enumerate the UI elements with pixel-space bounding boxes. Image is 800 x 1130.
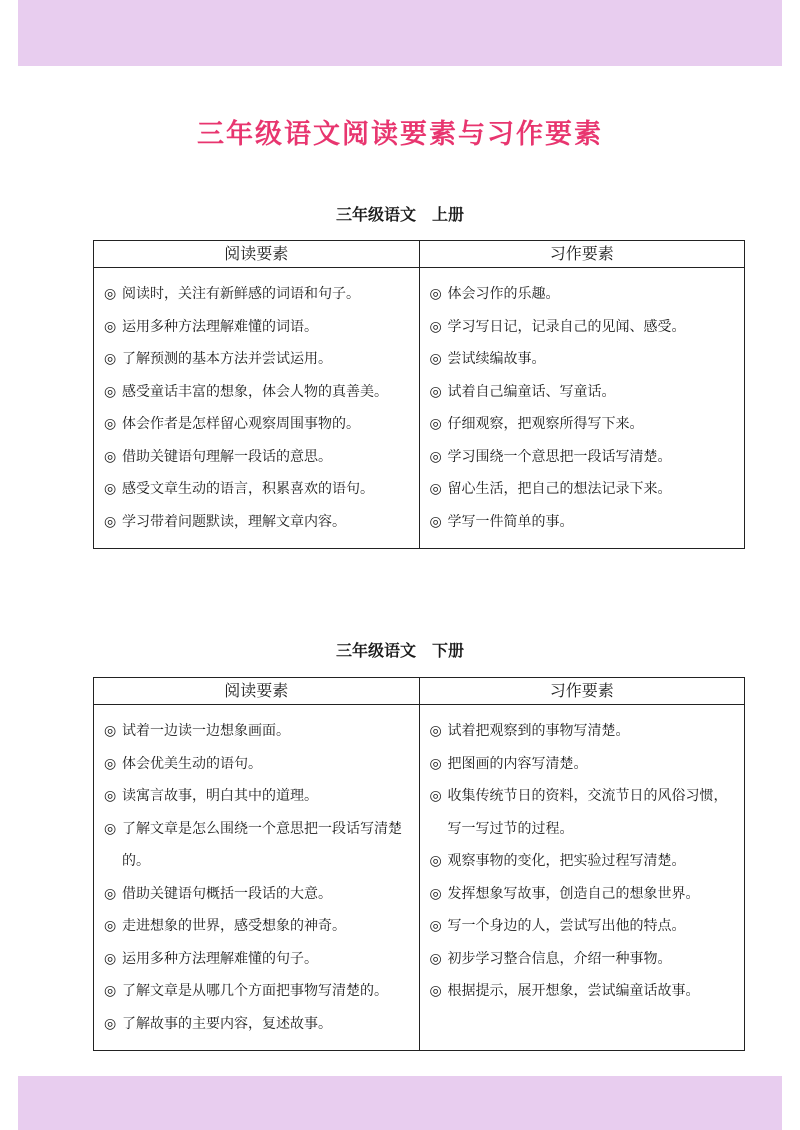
reading-header: 阅读要素: [94, 241, 420, 268]
requirements-table-volume-1: [93, 240, 745, 549]
list-item: ◎ 借助关键语句概括一段话的大意。: [104, 878, 411, 911]
list-item: ◎ 仔细观察，把观察所得写下来。: [430, 408, 737, 441]
list-item: ◎ 借助关键语句理解一段话的意思。: [104, 441, 411, 474]
requirements-table-volume-2: [93, 677, 745, 1051]
reading-cell: [94, 268, 420, 549]
section-title-volume-2: 三年级语文 下册: [335, 641, 464, 660]
list-item: ◎ 试着把观察到的事物写清楚。: [430, 715, 737, 748]
reading-list: [104, 715, 411, 1040]
writing-cell: [419, 705, 745, 1051]
list-item: ◎ 发挥想象写故事，创造自己的想象世界。: [430, 878, 737, 911]
list-item: ◎ 写一个身边的人，尝试写出他的特点。: [430, 910, 737, 943]
list-item: ◎ 留心生活，把自己的想法记录下来。: [430, 473, 737, 506]
bottom-decorative-band: [18, 1076, 782, 1130]
writing-header: 习作要素: [419, 241, 745, 268]
reading-cell: [94, 705, 420, 1051]
list-item: ◎ 根据提示，展开想象，尝试编童话故事。: [430, 975, 737, 1008]
writing-cell: [419, 268, 745, 549]
list-item: ◎ 了解故事的主要内容，复述故事。: [104, 1008, 411, 1041]
list-item: ◎ 学习围绕一个意思把一段话写清楚。: [430, 441, 737, 474]
list-item: ◎ 阅读时，关注有新鲜感的词语和句子。: [104, 278, 411, 311]
list-item: ◎ 把图画的内容写清楚。: [430, 748, 737, 781]
list-item: ◎ 走进想象的世界，感受想象的神奇。: [104, 910, 411, 943]
list-item: ◎ 试着自己编童话、写童话。: [430, 376, 737, 409]
writing-list: [430, 715, 737, 1008]
list-item: ◎ 读寓言故事，明白其中的道理。: [104, 780, 411, 813]
list-item: ◎ 试着一边读一边想象画面。: [104, 715, 411, 748]
list-item: ◎ 尝试续编故事。: [430, 343, 737, 376]
section-title-volume-1: 三年级语文 上册: [335, 205, 464, 224]
list-item: ◎ 运用多种方法理解难懂的句子。: [104, 943, 411, 976]
list-item: ◎ 了解文章是怎么围绕一个意思把一段话写清楚的。: [104, 813, 411, 878]
list-item: ◎ 观察事物的变化，把实验过程写清楚。: [430, 845, 737, 878]
list-item: ◎ 感受童话丰富的想象，体会人物的真善美。: [104, 376, 411, 409]
reading-header: 阅读要素: [94, 678, 420, 705]
list-item: ◎ 收集传统节日的资料，交流节日的风俗习惯，写一写过节的过程。: [430, 780, 737, 845]
list-item: ◎ 学习写日记，记录自己的见闻、感受。: [430, 311, 737, 344]
list-item: ◎ 体会作者是怎样留心观察周围事物的。: [104, 408, 411, 441]
list-item: ◎ 感受文章生动的语言，积累喜欢的语句。: [104, 473, 411, 506]
list-item: ◎ 体会习作的乐趣。: [430, 278, 737, 311]
list-item: ◎ 初步学习整合信息，介绍一种事物。: [430, 943, 737, 976]
list-item: ◎ 学写一件简单的事。: [430, 506, 737, 539]
top-decorative-band: [18, 0, 782, 66]
page-title: 三年级语文阅读要素与习作要素: [197, 119, 603, 150]
reading-list: [104, 278, 411, 538]
writing-list: [430, 278, 737, 538]
list-item: ◎ 了解文章是从哪几个方面把事物写清楚的。: [104, 975, 411, 1008]
list-item: ◎ 运用多种方法理解难懂的词语。: [104, 311, 411, 344]
writing-header: 习作要素: [419, 678, 745, 705]
list-item: ◎ 了解预测的基本方法并尝试运用。: [104, 343, 411, 376]
list-item: ◎ 体会优美生动的语句。: [104, 748, 411, 781]
list-item: ◎ 学习带着问题默读，理解文章内容。: [104, 506, 411, 539]
